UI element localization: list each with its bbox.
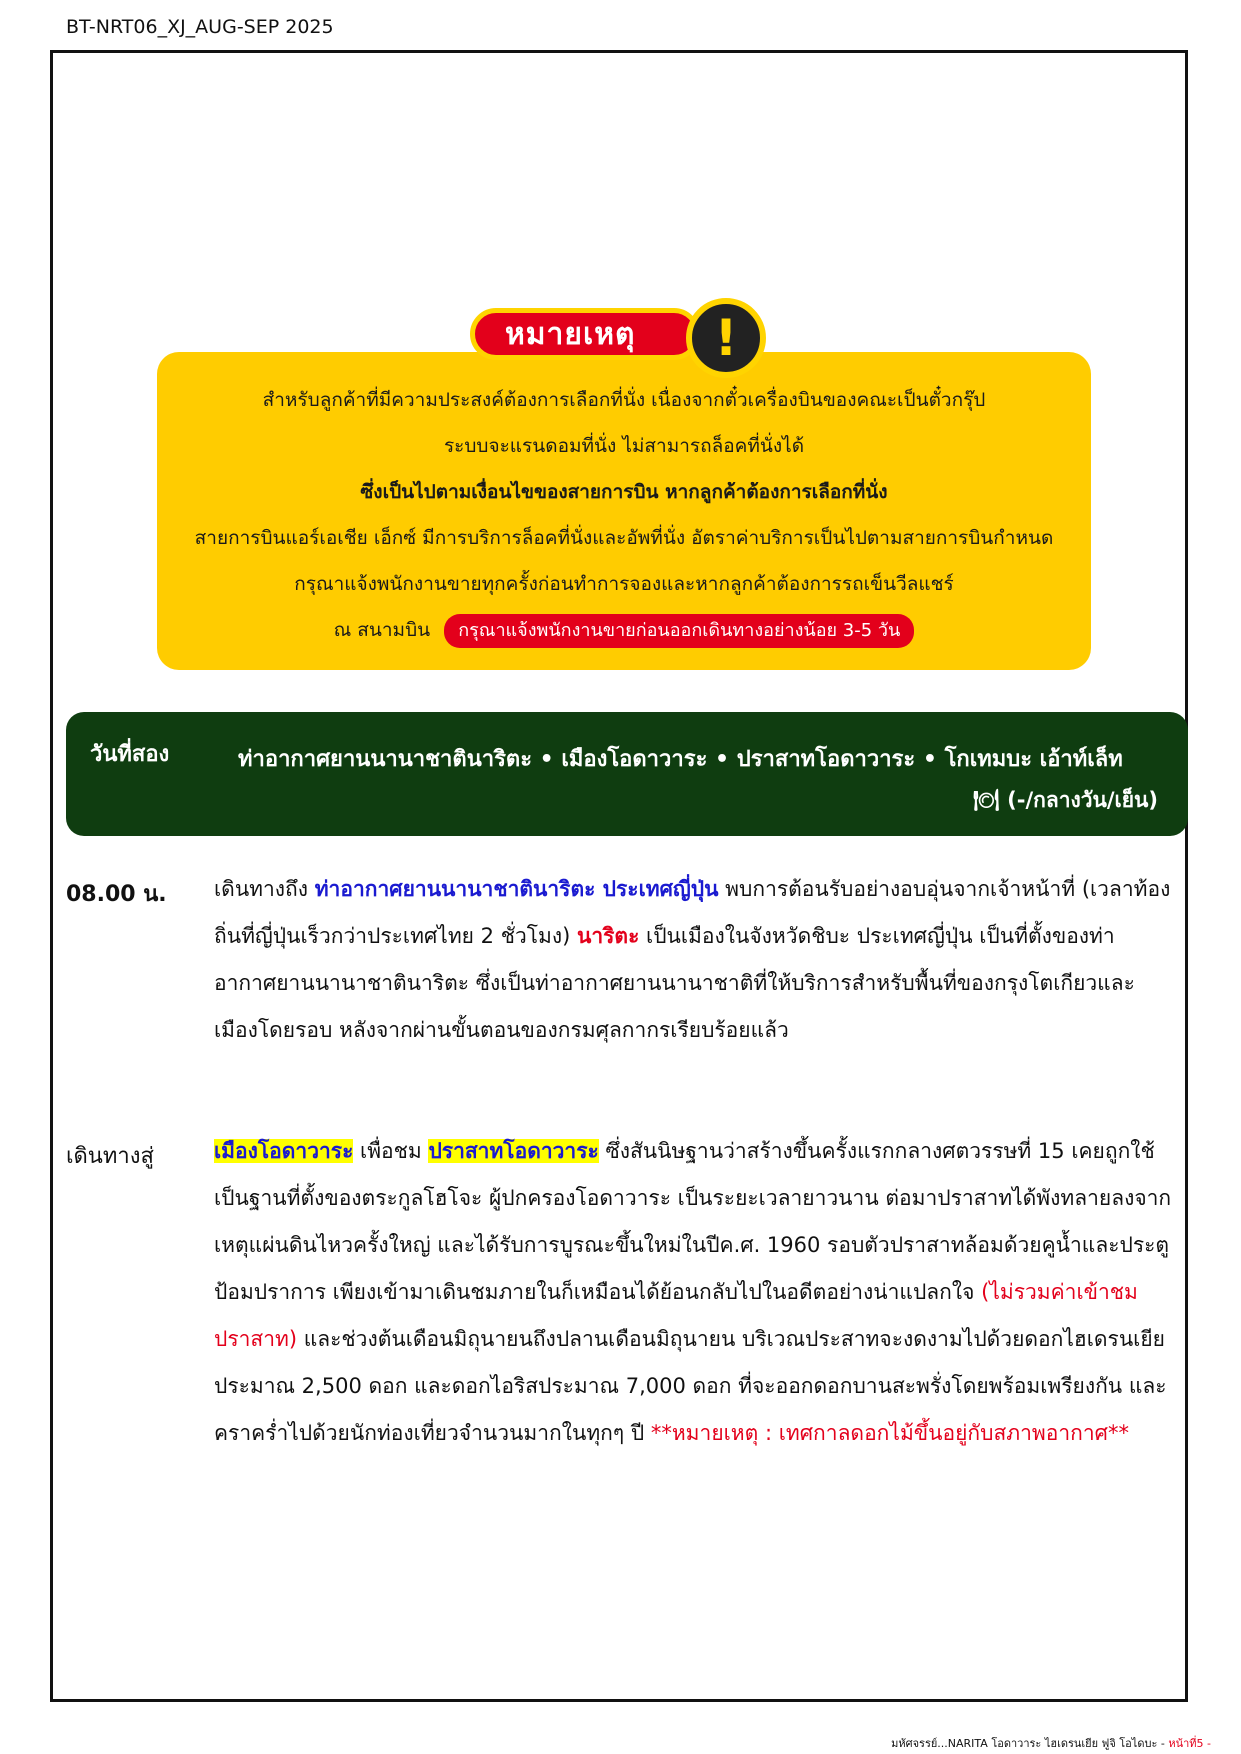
note-line-6 xyxy=(157,614,1091,660)
note-box xyxy=(157,352,1091,670)
note-title-pill xyxy=(470,308,700,360)
item-time-2: เดินทางสู่ xyxy=(66,1144,154,1169)
item2-place-city: เมืองโอดาวาระ xyxy=(214,1139,354,1163)
item2-text-3: และช่วงต้นเดือนมิถุนายนถึงปลานเดือนมิถุนายน บริเวณประสาทจะงดงามไปด้วยดอกไฮเดรนเยียประมาณ 2,500 ดอก และดอกไอริสประมาณ 7,000 ดอก ที่จะออกดอกบานสะพรั่งโดยพร้อมเพรียงกัน และคราคร่ำไปด้วยนักท่องเที่ยวจำนวนมากในทุกๆ ปี xyxy=(214,1327,1167,1445)
note-line-1: สำหรับลูกค้าที่มีความประสงค์ต้องการเลือกที่นั่ง เนื่องจากตั๋วเครื่องบินของคณะเป็นตั๋วกรุ๊ป xyxy=(262,389,986,411)
note-line-3: ซึ่งเป็นไปตามเงื่อนไขของสายการบิน หากลูกค้าต้องการเลือกที่นั่ง xyxy=(360,481,888,503)
item1-text-3: เป็นเมืองในจังหวัดชิบะ ประเทศญี่ปุ่น เป็นที่ตั้งของท่าอากาศยานนานาชาตินาริตะ ซึ่งเป็นท่าอากาศยานนานาชาติที่ให้บริการสำหรับพื้นที่ของกรุงโตเกียวและเมืองโดยรอบ หลังจากผ่านขั้นตอนของกรมศุลกากรเรียบร้อยแล้ว xyxy=(214,924,1135,1042)
note-warning-pill: กรุณาแจ้งพนักงานขายก่อนออกเดินทางอย่างน้อย 3-5 วัน xyxy=(444,614,914,648)
item-description-2 xyxy=(214,1128,1174,1457)
note-line-4: สายการบินแอร์เอเชีย เอ็กซ์ มีการบริการล็อคที่นั่งและอัพที่นั่ง อัตราค่าบริการเป็นไปตามสายการบินกำหนด xyxy=(194,527,1054,549)
footer-text: มหัศจรรย์...NARITA โอดาวาระ ไฮเดรนเยีย ฟูจิ โอไดบะ - xyxy=(891,1737,1169,1750)
item2-text-2: ซึ่งสันนิษฐานว่าสร้างขึ้นครั้งแรกกลางศตวรรษที่ 15 เคยถูกใช้เป็นฐานที่ตั้งของตระกูลโฮโจะ ผู้ปกครองโอดาวาระ เป็นระยะเวลายาวนาน ต่อมาปราสาทได้พังทลายลงจากเหตุแผ่นดินไหวครั้งใหญ่ และได้รับการบูรณะขึ้นใหม่ในปีค.ศ. 1960 รอบตัวปราสาทล้อมด้วยคูน้ำและประตูป้อมปราการ เพียงเข้ามาเดินชมภายในก็เหมือนได้ย้อนกลับไปในอดีตอย่างน่าแปลกใจ xyxy=(214,1139,1172,1304)
day-title: ท่าอากาศยานนานาชาตินาริตะ • เมืองโอดาวาระ • ปราสาทโอดาวาระ • โกเทมบะ เอ้าท์เล็ท xyxy=(238,747,1123,772)
document-code: BT-NRT06_XJ_AUG-SEP 2025 xyxy=(66,16,334,38)
page-footer xyxy=(891,1734,1211,1752)
item-time-1: 08.00 น. xyxy=(66,882,167,907)
day-meals: 🍽 (-/กลางวัน/เย็น) xyxy=(973,788,1158,812)
day-label: วันที่สอง xyxy=(90,742,170,767)
item1-place-narita: นาริตะ xyxy=(577,924,640,948)
note-airport-label: ณ สนามบิน xyxy=(333,619,431,641)
day-header xyxy=(66,712,1188,836)
note-line-2: ระบบจะแรนดอมที่นั่ง ไม่สามารถล็อคที่นั่งได้ xyxy=(443,435,805,457)
note-title: หมายเหตุ xyxy=(505,316,636,352)
item-description-1 xyxy=(214,866,1174,1054)
item2-flower-note: **หมายเหตุ : เทศกาลดอกไม้ขึ้นอยู่กับสภาพอากาศ** xyxy=(650,1421,1130,1445)
page-number: หน้าที่5 - xyxy=(1168,1737,1211,1750)
item1-text-2: พบการต้อนรับอย่างอบอุ่นจากเจ้าหน้าที่ (เวลาท้องถิ่นที่ญี่ปุ่นเร็วกว่าประเทศไทย 2 ชั่วโมง) xyxy=(214,877,1171,948)
note-line-5: กรุณาแจ้งพนักงานขายทุกครั้งก่อนทำการจองและหากลูกค้าต้องการรถเข็นวีลแชร์ xyxy=(294,573,954,595)
item2-excluded-fee: (ไม่รวมค่าเข้าชมปราสาท) xyxy=(214,1280,1138,1351)
exclamation-icon: ! xyxy=(686,298,766,378)
item1-text-1: เดินทางถึง xyxy=(214,877,315,901)
item2-text-1: เพื่อชม xyxy=(353,1139,429,1163)
item2-place-castle: ปราสาทโอดาวาระ xyxy=(428,1139,599,1163)
item1-place-airport: ท่าอากาศยานนานาชาตินาริตะ ประเทศญี่ปุ่น xyxy=(314,877,719,901)
